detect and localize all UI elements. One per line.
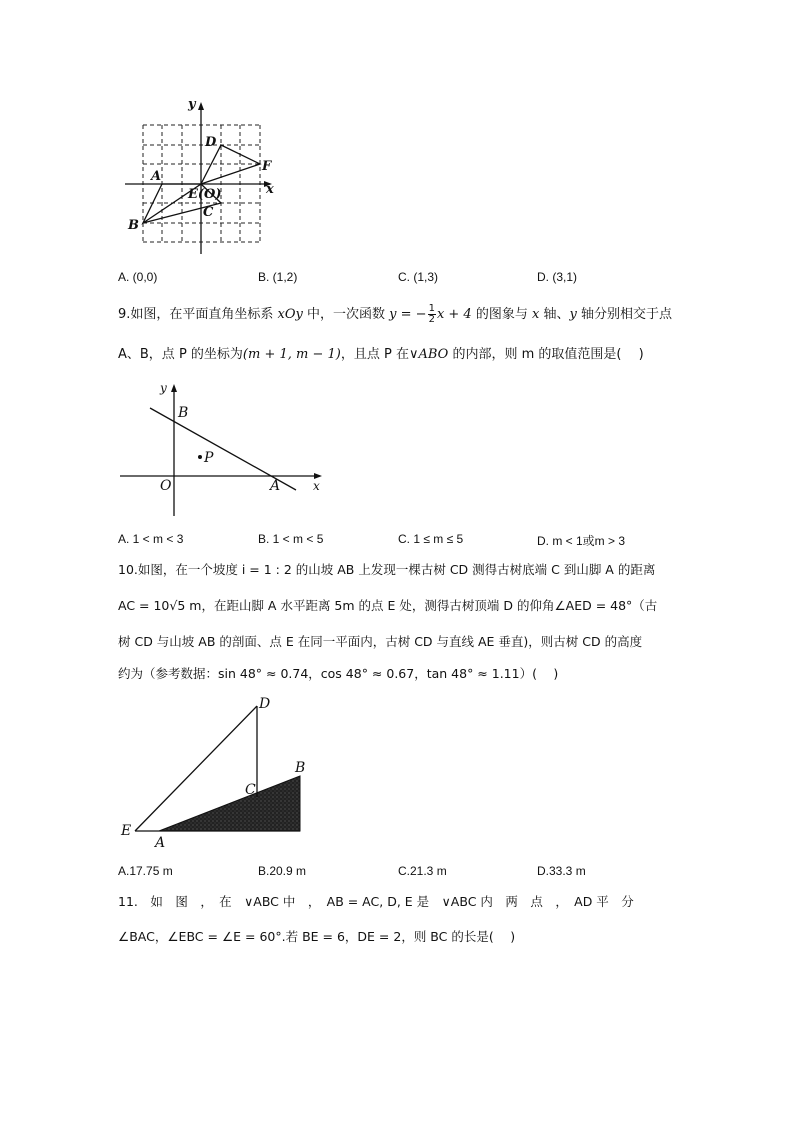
q9-option-d: D. m < 1或m > 3 <box>537 534 626 548</box>
q10-line-3: 树 CD 与山坡 AB 的剖面、点 E 在同一平面内，古树 CD 与直线 AE 垂直)，则古树 CD 的高度 <box>118 634 643 649</box>
q9-text-d: y = − <box>389 307 427 322</box>
q9-text-f: 的图象与 <box>471 307 532 322</box>
fig10-label-D: D <box>259 696 271 712</box>
fig8-label-EO: E(O) <box>188 187 222 202</box>
q9-text-c: 中，一次函数 <box>302 307 390 322</box>
fig8-label-D: D <box>205 135 217 150</box>
q10-line-2: AC = 10√5 m，在距山脚 A 水平距离 5m 的点 E 处，测得古树顶端 D 的仰角∠AED = 48°（古 <box>118 598 658 613</box>
fig8-label-x: x <box>266 182 274 197</box>
q9-text-2c: ，且点 P 在 <box>340 347 409 362</box>
q9-text-e: x + 4 <box>436 307 472 322</box>
q8-option-a: A. (0,0) <box>118 270 158 284</box>
fig10-label-A: A <box>155 835 166 851</box>
q9-text-2d: ∨ABO <box>408 347 449 362</box>
q10-option-d: D.33.3 m <box>537 864 586 878</box>
q10-option-a: A.17.75 m <box>118 864 173 878</box>
fig8-label-C: C <box>203 205 214 220</box>
q9-text-h: 轴、 <box>539 307 570 322</box>
q9-text-i: y <box>569 307 577 322</box>
q9-option-a: A. 1 < m < 3 <box>118 532 184 546</box>
fig10-label-E: E <box>121 823 132 839</box>
q11-line-2: ∠BAC，∠EBC = ∠E = 60°.若 BE = 6，DE = 2，则 BC 的长是( ) <box>118 929 516 944</box>
q11-line-1: 11. 如 图 ， 在 ∨ABC 中 ， AB = AC, D, E 是 ∨ABC 内 两 点 ， AD 平 分 <box>118 894 634 909</box>
q9-text-j: 轴分别相交于点 <box>576 307 672 322</box>
fig9-label-x: x <box>313 479 320 493</box>
q9-frac-den: 2 <box>428 314 435 325</box>
fig8-label-y: y <box>188 97 196 112</box>
q10-option-c: C.21.3 m <box>398 864 447 878</box>
fig9-label-P: P <box>204 450 214 466</box>
q8-option-c: C. (1,3) <box>398 270 439 284</box>
q9-option-c: C. 1 ≤ m ≤ 5 <box>398 532 464 546</box>
q10-line-4: 约为（参考数据：sin 48° ≈ 0.74，cos 48° ≈ 0.67，tan 48° ≈ 1.11）( ) <box>118 666 559 681</box>
fig9-label-A: A <box>270 478 281 494</box>
q10-option-b: B.20.9 m <box>258 864 307 878</box>
q9-text-2a: A、B，点 P 的坐标为 <box>118 347 243 362</box>
q10-line-1: 10.如图，在一个坡度 i = 1 : 2 的山坡 AB 上发现一棵古树 CD 测得古树底端 C 到山脚 A 的距离 <box>118 562 656 577</box>
q9-frac-num: 1 <box>428 303 435 314</box>
q9-text-2b: (m + 1, m − 1) <box>242 347 341 362</box>
q8-option-b: B. (1,2) <box>258 270 298 284</box>
q8-option-d: D. (3,1) <box>537 270 578 284</box>
fig9-label-B: B <box>178 405 189 421</box>
q9-text-g: x <box>531 307 540 322</box>
q9-text-2e: 的内部，则 m 的取值范围是( ) <box>448 347 644 362</box>
q9-option-b: B. 1 < m < 5 <box>258 532 324 546</box>
fig10-label-C: C <box>245 782 256 798</box>
fig8-label-F: F <box>262 159 272 174</box>
q9-text-b: xOy <box>277 307 303 322</box>
q9-text-a: 9.如图，在平面直角坐标系 <box>118 307 278 322</box>
fig10-label-B: B <box>295 760 306 776</box>
fig8-label-B: B <box>128 218 139 233</box>
fig8-label-A: A <box>151 169 162 184</box>
fig9-label-y: y <box>160 381 167 395</box>
fig9-label-O: O <box>160 478 172 494</box>
